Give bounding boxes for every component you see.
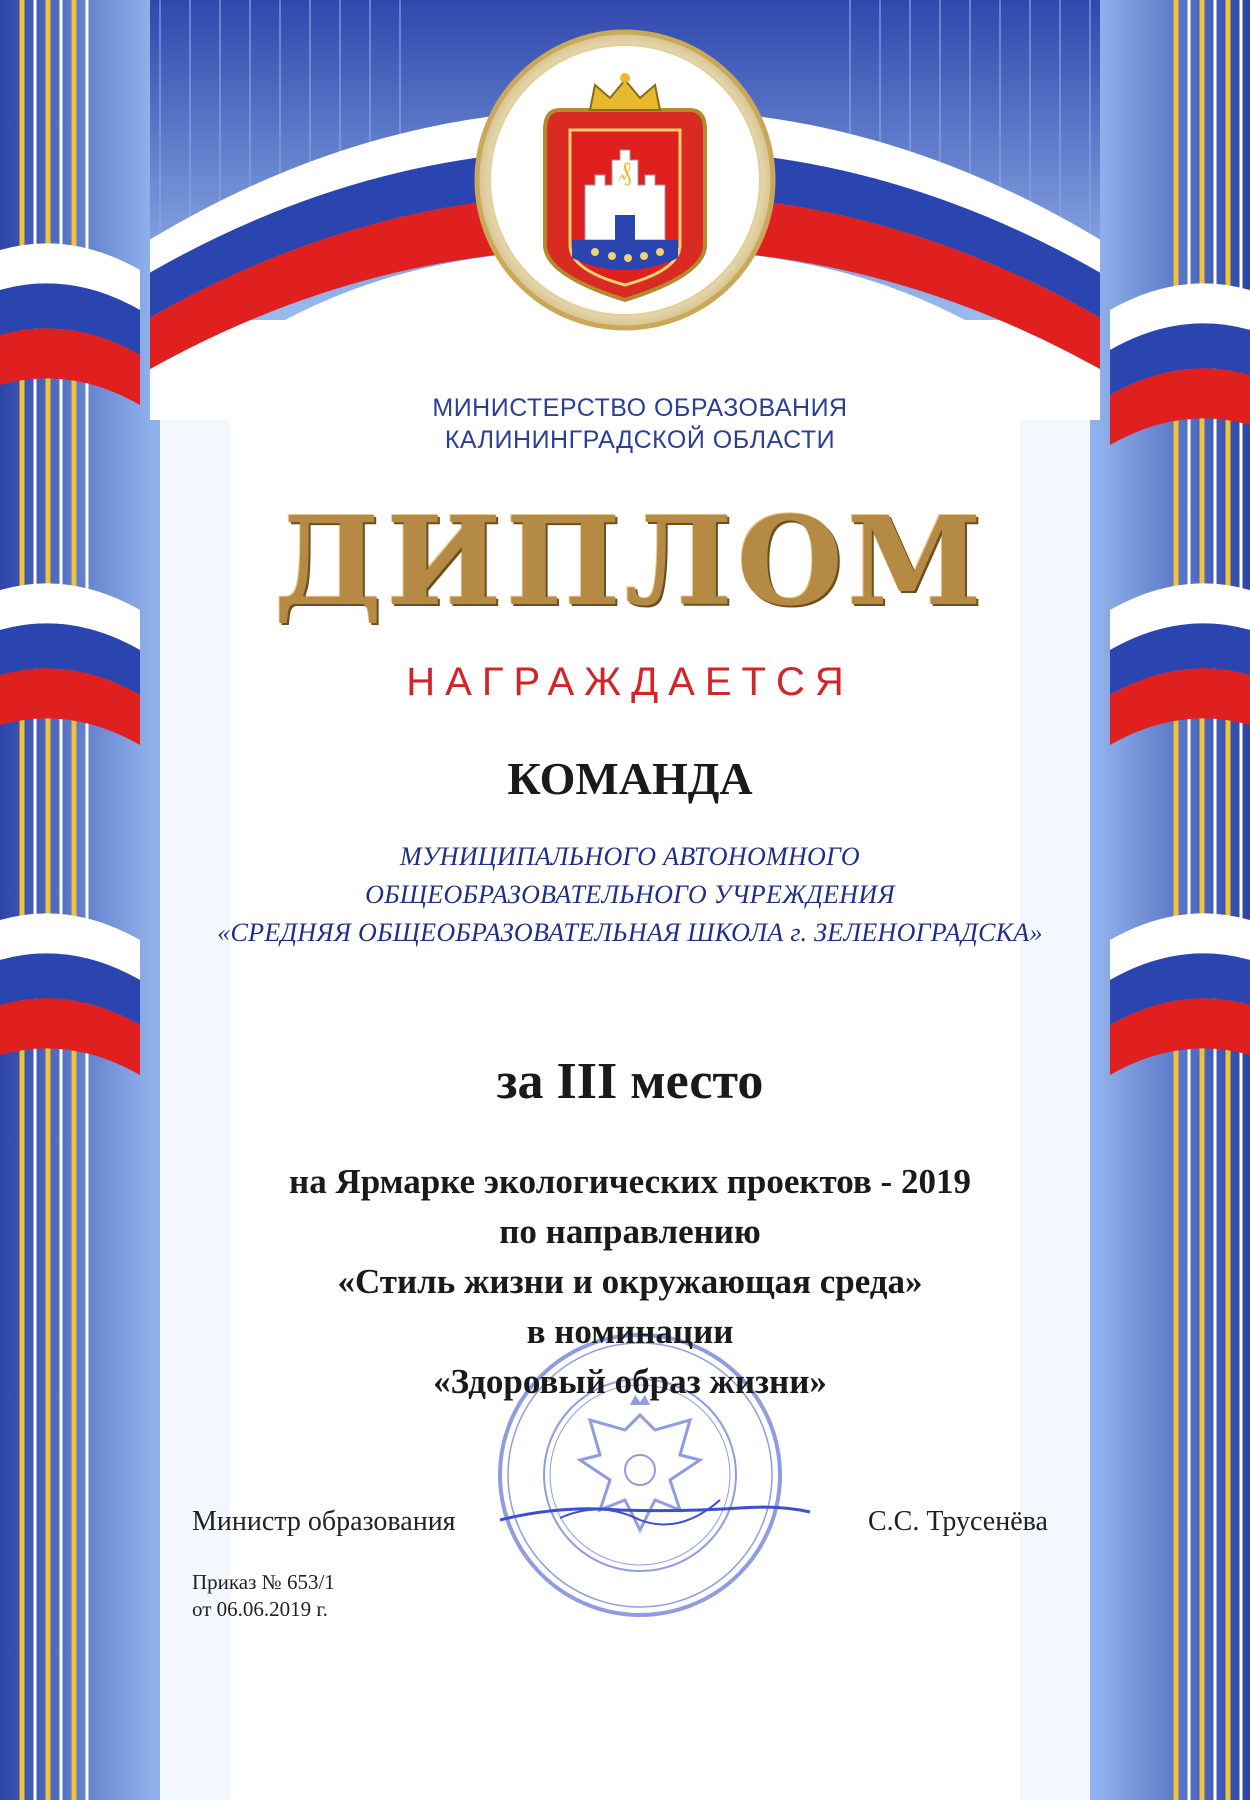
event-line: на Ярмарке экологических проектов - 2019 bbox=[289, 1162, 971, 1201]
organization-line: ОБЩЕОБРАЗОВАТЕЛЬНОГО УЧРЕЖДЕНИЯ bbox=[365, 880, 895, 909]
signatory-position: Министр образования bbox=[192, 1506, 456, 1537]
nomination-label: в номинации bbox=[526, 1312, 734, 1351]
recipient-label: КОМАНДА bbox=[507, 753, 753, 804]
right-flag-ribbon bbox=[1110, 283, 1250, 1075]
direction-label: по направлению bbox=[499, 1212, 761, 1251]
diploma-title: ДИПЛОМ bbox=[273, 489, 987, 633]
direction-name: «Стиль жизни и окружающая среда» bbox=[337, 1262, 923, 1301]
organization-line: МУНИЦИПАЛЬНОГО АВТОНОМНОГО bbox=[400, 842, 860, 871]
place-label: за III место bbox=[496, 1053, 764, 1110]
nomination-name: «Здоровый образ жизни» bbox=[433, 1362, 827, 1401]
left-flag-ribbon bbox=[0, 243, 140, 1075]
order-date: от 06.06.2019 г. bbox=[192, 1597, 328, 1621]
signatory-name: С.С. Трусенёва bbox=[868, 1506, 1048, 1537]
svg-text:₰: ₰ bbox=[618, 157, 632, 187]
ministry-name-line2: КАЛИНИНГРАДСКОЙ ОБЛАСТИ bbox=[444, 426, 836, 454]
coat-of-arms-icon bbox=[477, 32, 773, 328]
organization-line: «СРЕДНЯЯ ОБЩЕОБРАЗОВАТЕЛЬНАЯ ШКОЛА г. ЗЕЛЕНОГРАДСКА» bbox=[217, 918, 1043, 947]
ministry-name-line1: МИНИСТЕРСТВО ОБРАЗОВАНИЯ bbox=[432, 394, 848, 422]
order-number: Приказ № 653/1 bbox=[192, 1570, 335, 1594]
awarded-label: НАГРАЖДАЕТСЯ bbox=[406, 660, 854, 704]
